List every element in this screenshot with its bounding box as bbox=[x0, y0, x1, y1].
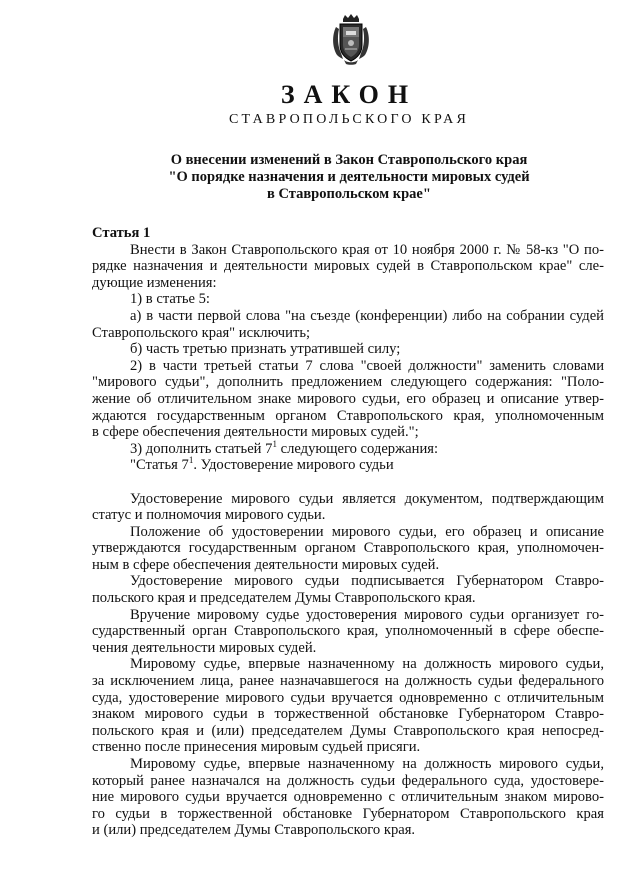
body-line: ственно после принесения мировым судьей присяги. bbox=[92, 739, 421, 756]
body-line: Мировому судье, впервые назначенному на должность мирового судьи, bbox=[130, 656, 604, 673]
heading-line: в Ставропольском крае" bbox=[267, 186, 431, 202]
body-line: 2) в части третьей статьи 7 слова "своей должности" заменить словами bbox=[130, 357, 604, 374]
article-title: Статья 1 bbox=[92, 225, 151, 241]
document-heading bbox=[0, 152, 640, 203]
blank-line bbox=[92, 474, 604, 491]
body-text-span: . Удостоверение мирового судьи bbox=[193, 457, 394, 474]
body-line: польского края и (или) председателем Думы Ставропольского края непосред- bbox=[92, 722, 604, 739]
document-title: ЗАКОН bbox=[280, 80, 418, 109]
heading-line: "О порядке назначения и деятельности мировых судей bbox=[168, 169, 530, 185]
body-line: статус и полномочия мирового судьи. bbox=[92, 507, 326, 524]
body-line: рядке назначения и деятельности мировых судей в Ставропольском крае" сле- bbox=[92, 258, 604, 275]
body-line: го судьи в торжественной обстановке Губернатором Ставропольского края bbox=[92, 805, 604, 822]
superscript: 1 bbox=[272, 438, 277, 449]
body-line: 1) в статье 5: bbox=[130, 291, 210, 308]
body-line: знаком мирового судьи в торжественной обстановке Губернатором Ставро- bbox=[92, 706, 604, 723]
body-line: Мировому судье, впервые назначенному на должность мирового судьи, bbox=[130, 756, 604, 772]
body-line: Ставропольского края" исключить; bbox=[92, 324, 311, 341]
body-line bbox=[92, 457, 604, 474]
body-line: и (или) председателем Думы Ставропольского края. bbox=[92, 822, 416, 839]
body-line: за исключением лица, ранее назначавшегося на должность судьи федерального bbox=[92, 673, 604, 690]
body-line: чения деятельности мировых судей. bbox=[92, 639, 317, 656]
document-body bbox=[92, 225, 604, 839]
body-text-span: "Статья 7 bbox=[130, 457, 189, 474]
body-line: сударственный орган Ставропольского края, уполномоченный в сфере обеспе- bbox=[92, 623, 604, 640]
body-line: Удостоверение мирового судьи является документом, подтверждающим bbox=[130, 490, 604, 507]
body-line: жение об отличительном знаке мирового судьи, его образец и описание утвер- bbox=[92, 390, 604, 407]
body-line: а) в части первой слова "на съезде (конференции) либо на собрании судей bbox=[130, 307, 604, 324]
body-line: Удостоверение мирового судьи подписывается Губернатором Ставро- bbox=[130, 573, 604, 590]
body-text-span: 3) дополнить статьей 7 bbox=[130, 440, 273, 457]
body-line: ние мирового судьи вручается одновременно с отличительным знаком мирово- bbox=[92, 789, 604, 806]
body-line: "мирового судьи", дополнить предложением следующего содержания: "Поло- bbox=[92, 374, 604, 391]
body-line: суда, удостоверение мирового судьи вручается одновременно с отличительным bbox=[92, 689, 604, 706]
body-line: дующие изменения: bbox=[92, 274, 217, 291]
body-line: польского края и председателем Думы Ставропольского края. bbox=[92, 590, 476, 607]
document-subtitle: СТАВРОПОЛЬСКОГО КРАЯ bbox=[229, 112, 469, 127]
body-line: ждаются государственным органом Ставропольского края, уполномоченным bbox=[92, 407, 604, 424]
body-text-span: следующего содержания: bbox=[280, 440, 439, 457]
body-line: утверждаются государственным органом Ставропольского края, уполномочен- bbox=[92, 540, 604, 557]
coat-of-arms-emblem-icon bbox=[331, 13, 371, 65]
heading-line: О внесении изменений в Закон Ставропольского края bbox=[170, 152, 528, 168]
body-line: б) часть третью признать утратившей силу; bbox=[130, 341, 401, 358]
body-line: в сфере обеспечения деятельности мировых судей."; bbox=[92, 424, 419, 441]
body-line: ным в сфере обеспечения деятельности мировых судей. bbox=[92, 556, 440, 573]
body-line: который ранее назначался на должность судьи федерального суда, удостовере- bbox=[92, 772, 604, 789]
superscript: 1 bbox=[188, 455, 194, 466]
body-line bbox=[92, 438, 604, 458]
body-line: Вручение мировому судье удостоверения мирового судьи организует го- bbox=[130, 606, 604, 623]
body-line: Внести в Закон Ставропольского края от 10 ноября 2000 г. № 58-кз "О по- bbox=[130, 241, 604, 258]
body-line: Положение об удостоверении мирового судьи, его образец и описание bbox=[130, 523, 604, 540]
